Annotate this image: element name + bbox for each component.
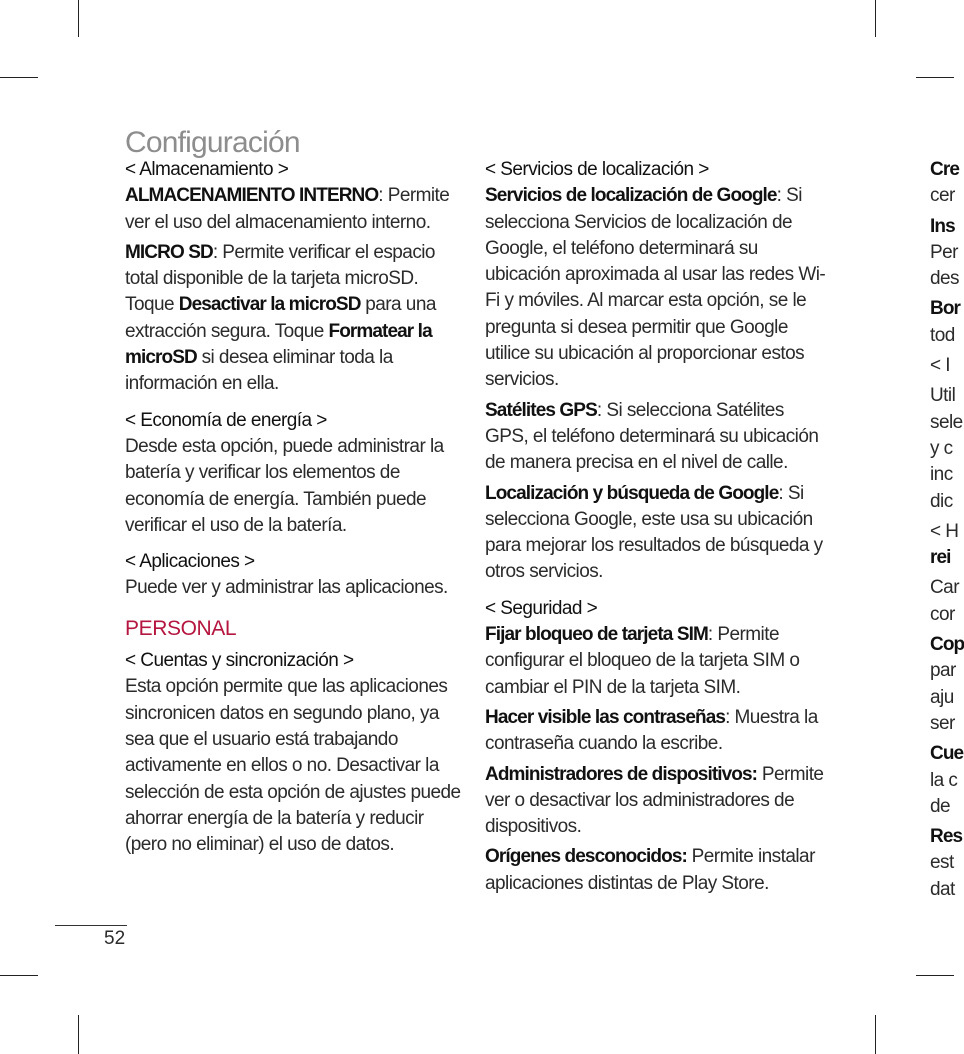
- cropped-line: Car: [930, 577, 959, 599]
- cropped-line: tod: [930, 324, 955, 346]
- section-heading: < Economía de energía >: [125, 409, 327, 431]
- section-aplicaciones: [125, 549, 465, 602]
- cropped-line: < I: [930, 355, 951, 377]
- crop-mark: [916, 77, 954, 78]
- paragraph: [485, 183, 830, 393]
- paragraph: [485, 705, 830, 758]
- term: Formatear la microSD: [125, 320, 432, 369]
- cropped-line: Ins: [930, 215, 955, 237]
- section-heading: < Cuentas y sincronización >: [125, 650, 354, 672]
- cropped-line: cer: [930, 185, 955, 207]
- paragraph: Desde esta opción, puede administrar la batería y verificar los elementos de economía de energía. También puede verificar el uso de la batería.: [125, 435, 444, 536]
- term: Orígenes desconocidos:: [485, 846, 687, 868]
- description: si desea eliminar toda la información en ella.: [125, 347, 393, 395]
- description: : Permite verificar el espacio total disponible de la tarjeta microSD. Toque: [125, 241, 435, 316]
- description: : Si selecciona Servicios de localización de Google, el teléfono determinará su ubicación aproximada al usar las redes Wi-Fi y móviles. Al marcar esta opción, se le pregunta si desea permitir que Google utilice su ubicación al proporcionar estos servicios.: [485, 185, 826, 391]
- page-number: 52: [104, 928, 126, 949]
- cropped-line: sele: [930, 411, 963, 433]
- cropped-line: Cre: [930, 159, 959, 180]
- paragraph: [485, 481, 830, 586]
- crop-mark: [78, 1015, 79, 1054]
- cropped-line: Bor: [930, 298, 961, 320]
- cropped-line: est: [930, 852, 954, 874]
- cropped-line: par: [930, 660, 956, 682]
- cropped-line: dic: [930, 490, 953, 512]
- cropped-line: inc: [930, 464, 953, 486]
- term: Desactivar la microSD: [178, 294, 361, 316]
- cropped-line: dat: [930, 878, 955, 900]
- term: Localización y búsqueda de Google: [485, 482, 779, 504]
- description: : Permite configurar el bloqueo de la tarjeta SIM o cambiar el PIN de la tarjeta SIM.: [485, 624, 800, 698]
- description: : Permite ver el uso del almacenamiento interno.: [125, 185, 450, 233]
- paragraph: Esta opción permite que las aplicaciones sincronicen datos en segundo plano, ya sea que el usuario está trabajando activamente en ellos o no. Desactivar la selección de esta opción de ajustes puede ahorrar energía de la batería y reducir (pero no eliminar) el uso de datos.: [125, 676, 461, 856]
- paragraph: [485, 762, 830, 841]
- paragraph: Puede ver y administrar las aplicaciones.: [125, 577, 448, 599]
- section-almacenamiento: [125, 157, 465, 398]
- term: MICRO SD: [125, 241, 213, 263]
- paragraph: [485, 844, 830, 897]
- paragraph: [485, 622, 830, 701]
- cropped-line: Util: [930, 385, 956, 407]
- description: Permite instalar aplicaciones distintas de Play Store.: [485, 846, 815, 894]
- description: para una extracción segura. Toque: [125, 294, 436, 342]
- paragraph: [485, 398, 830, 477]
- category-label-personal: PERSONAL: [125, 616, 237, 640]
- cropped-line: la c: [930, 769, 958, 791]
- cropped-line: Res: [930, 826, 963, 848]
- cropped-line: Per: [930, 241, 958, 263]
- cropped-line: de: [930, 795, 951, 817]
- paragraph: [125, 240, 465, 398]
- paragraph: [125, 183, 465, 236]
- term: ALMACENAMIENTO INTERNO: [125, 185, 379, 207]
- term: Fijar bloqueo de tarjeta SIM: [485, 624, 708, 646]
- section-cuentas: [125, 648, 465, 858]
- cropped-line: Cue: [930, 743, 964, 765]
- section-heading: < Aplicaciones >: [125, 551, 255, 573]
- description: : Si selecciona Satélites GPS, el teléfono determinará su ubicación de manera precisa en el nivel de calle.: [485, 399, 819, 474]
- cropped-line: rei: [930, 547, 951, 569]
- section-seguridad: [485, 596, 830, 897]
- section-economia: [125, 408, 465, 539]
- crop-mark: [916, 975, 954, 976]
- page-title: Configuración: [125, 126, 300, 160]
- term: Servicios de localización de Google: [485, 185, 777, 207]
- section-localizacion: [485, 157, 830, 586]
- cropped-line: aju: [930, 686, 954, 708]
- column-middle: [485, 157, 830, 901]
- cropped-line: des: [930, 268, 959, 290]
- term: Hacer visible las contraseñas: [485, 706, 726, 728]
- crop-mark: [0, 77, 38, 78]
- term: Satélites GPS: [485, 399, 597, 421]
- section-heading: < Servicios de localización >: [485, 159, 709, 180]
- crop-mark: [0, 975, 38, 976]
- cropped-line: cor: [930, 603, 955, 625]
- crop-mark: [875, 1015, 876, 1054]
- cropped-line: < H: [930, 520, 959, 542]
- description: : Muestra la contraseña cuando la escribe.: [485, 706, 818, 755]
- column-left: [125, 157, 465, 862]
- crop-mark: [875, 0, 876, 37]
- footer-rule: [55, 925, 127, 926]
- cropped-line: y c: [930, 437, 953, 459]
- column-right-cropped: [930, 157, 964, 903]
- description: Permite ver o desactivar los administradores de dispositivos.: [485, 763, 824, 838]
- crop-mark: [78, 0, 79, 37]
- cropped-line: Cop: [930, 634, 964, 656]
- section-heading: < Almacenamiento >: [125, 159, 289, 180]
- section-heading: < Seguridad >: [485, 597, 598, 619]
- term: Administradores de dispositivos:: [485, 763, 758, 785]
- cropped-line: ser: [930, 712, 955, 734]
- description: : Si selecciona Google, este usa su ubicación para mejorar los resultados de búsqueda y otros servicios.: [485, 482, 823, 583]
